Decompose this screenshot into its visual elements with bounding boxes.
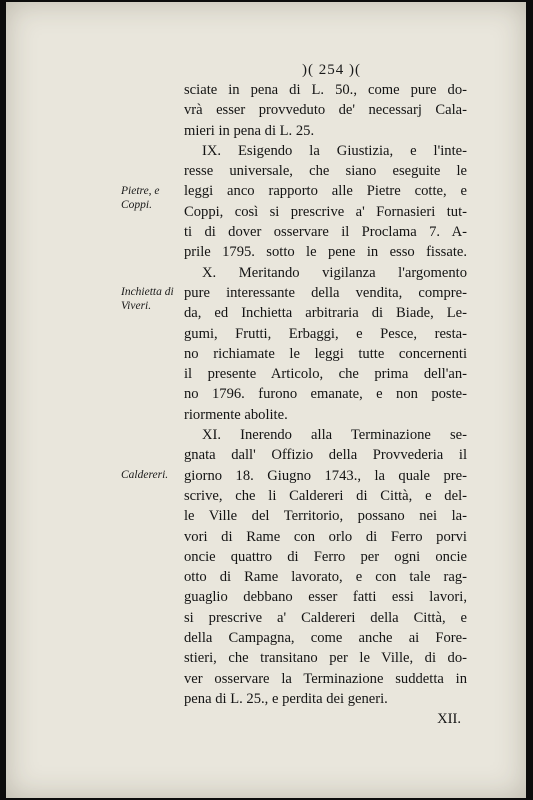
- text-line: Coppi, così si prescrive a' Fornasieri tut-: [184, 203, 467, 220]
- text-line: vori di Rame con orlo di Ferro porvi: [184, 528, 467, 545]
- text-line: le Ville del Territorio, possano nei la-: [184, 508, 467, 525]
- text-line: no richiamate le leggi tutte concernenti: [184, 345, 467, 362]
- text-line: sciate in pena di L. 50., come pure do-: [184, 82, 467, 98]
- text-line: oncie quattro di Ferro per ogni oncie: [184, 548, 467, 565]
- text-line: scrive, che li Caldereri di Città, e del-: [184, 487, 467, 504]
- margin-note: Inchietta di Viveri.: [121, 286, 174, 312]
- text-line: da, ed Inchietta arbitraria di Biade, Le-: [184, 305, 467, 322]
- text-line: gumi, Frutti, Erbaggi, e Pesce, resta-: [184, 325, 467, 342]
- text-line: il presente Articolo, che prima dell'an-: [184, 366, 467, 383]
- text-line: prile 1795. sotto le pene in esso fissate.: [184, 244, 467, 261]
- text-line: riormente abolite.: [184, 406, 288, 423]
- text-line: resse universale, che siano eseguite le: [184, 163, 467, 180]
- text-line: guaglio debbano esser fatti essi lavori,: [184, 589, 467, 606]
- text-line: si prescrive a' Caldereri della Città, e: [184, 609, 467, 626]
- text-line: XI. Inerendo alla Terminazione se-: [202, 427, 467, 444]
- text-line: ver osservare la Terminazione suddetta in: [184, 670, 467, 687]
- text-line: leggi anco rapporto alle Pietre cotte, e: [184, 183, 467, 200]
- margin-note: Caldereri.: [121, 468, 169, 481]
- text-line: ti di dover osservare il Proclama 7. A-: [184, 224, 467, 241]
- body-text: [184, 80, 467, 730]
- text-line: della Campagna, come anche ai Fore-: [184, 630, 467, 647]
- text-line: otto di Rame lavorato, e con tale rag-: [184, 569, 467, 586]
- text-line: IX. Esigendo la Giustizia, e l'inte-: [202, 142, 467, 159]
- text-line: stieri, che transitano per le Ville, di do-: [184, 650, 467, 667]
- text-line: pena di L. 25., e perdita dei generi.: [184, 690, 388, 707]
- text-line: mieri in pena di L. 25.: [184, 122, 315, 139]
- text-line: no 1796. furono emanate, e non poste-: [184, 386, 467, 403]
- text-line: vrà esser provveduto de' necessarj Cala-: [184, 102, 467, 119]
- text-line: pure interessante della vendita, compre-: [184, 284, 467, 301]
- text-line: gnata dall' Offizio della Provvederia il: [184, 447, 467, 464]
- book-page: [6, 2, 526, 798]
- text-line: XII.: [437, 711, 461, 728]
- text-line: X. Meritando vigilanza l'argomento: [202, 264, 467, 281]
- page-number: )( 254 )(: [302, 62, 361, 78]
- margin-note: Pietre, e Coppi.: [121, 184, 160, 211]
- text-line: giorno 18. Giugno 1743., la quale pre-: [184, 467, 467, 484]
